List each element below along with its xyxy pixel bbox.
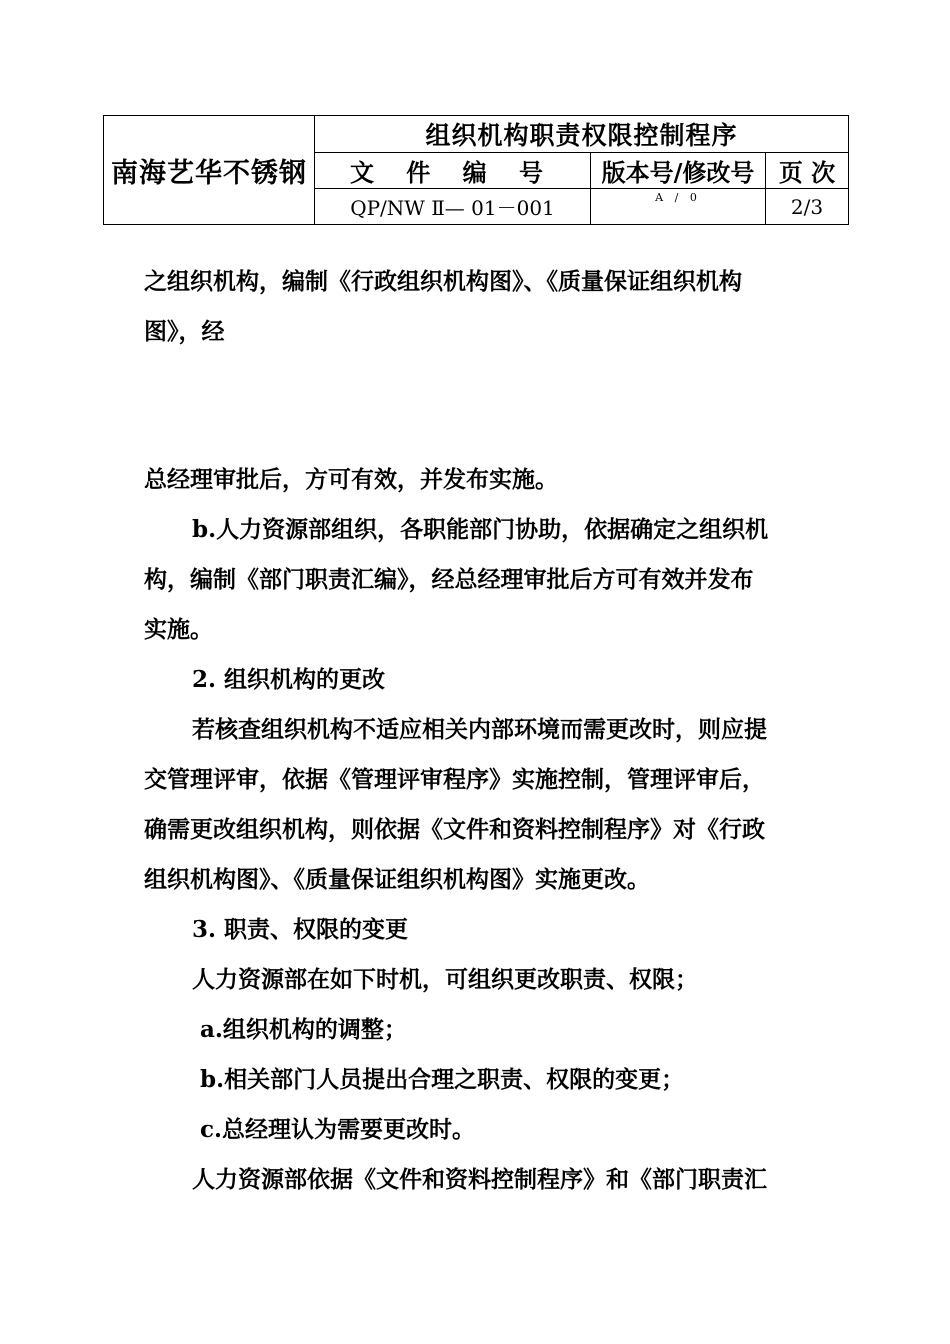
text-line: 实施。 — [144, 616, 213, 643]
text-line: 总经理审批后，方可有效，并发布实施。 — [144, 466, 558, 493]
document-header — [103, 115, 849, 225]
text-line: 确需更改组织机构，则依据《文件和资料控制程序》对《行政 — [144, 816, 765, 843]
text-line: 构，编制《部门职责汇编》，经总经理审批后方可有效并发布 — [144, 566, 754, 593]
text-line: 图》，经 — [144, 318, 225, 345]
doc-number-label: 文 件 编 号 — [315, 153, 591, 189]
text-line: 人力资源部依据《文件和资料控制程序》和《部门职责汇 — [192, 1166, 767, 1193]
text-line: b.人力资源部组织，各职能部门协助，依据确定之组织机 — [192, 516, 769, 543]
text-line: 人力资源部在如下时机，可组织更改职责、权限； — [192, 966, 698, 993]
text-line: 交管理评审，依据《管理评审程序》实施控制，管理评审后， — [144, 766, 765, 793]
page-label: 页 次 — [766, 153, 849, 189]
text-line: 之组织机构，编制《行政组织机构图》、《质量保证组织机构 — [144, 268, 742, 295]
doc-number: QP/NW Ⅱ— 01－001 — [315, 189, 591, 225]
company-name: 南海艺华不锈钢 — [104, 116, 315, 225]
text-line: 组织机构图》、《质量保证组织机构图》实施更改。 — [144, 866, 650, 893]
version-value: A / 0 — [591, 189, 766, 225]
text-line: 若核查组织机构不适应相关内部环境而需更改时，则应提 — [192, 716, 767, 743]
version-label: 版本号/修改号 — [591, 153, 766, 189]
list-item: a.组织机构的调整； — [200, 1016, 407, 1043]
list-item: b.相关部门人员提出合理之职责、权限的变更； — [200, 1066, 685, 1093]
section-heading: 3. 职责、权限的变更 — [192, 916, 409, 943]
document-title: 组织机构职责权限控制程序 — [315, 116, 849, 153]
section-heading: 2. 组织机构的更改 — [192, 666, 386, 693]
list-item: c.总经理认为需要更改时。 — [200, 1116, 476, 1143]
page-number: 2/3 — [766, 189, 849, 225]
